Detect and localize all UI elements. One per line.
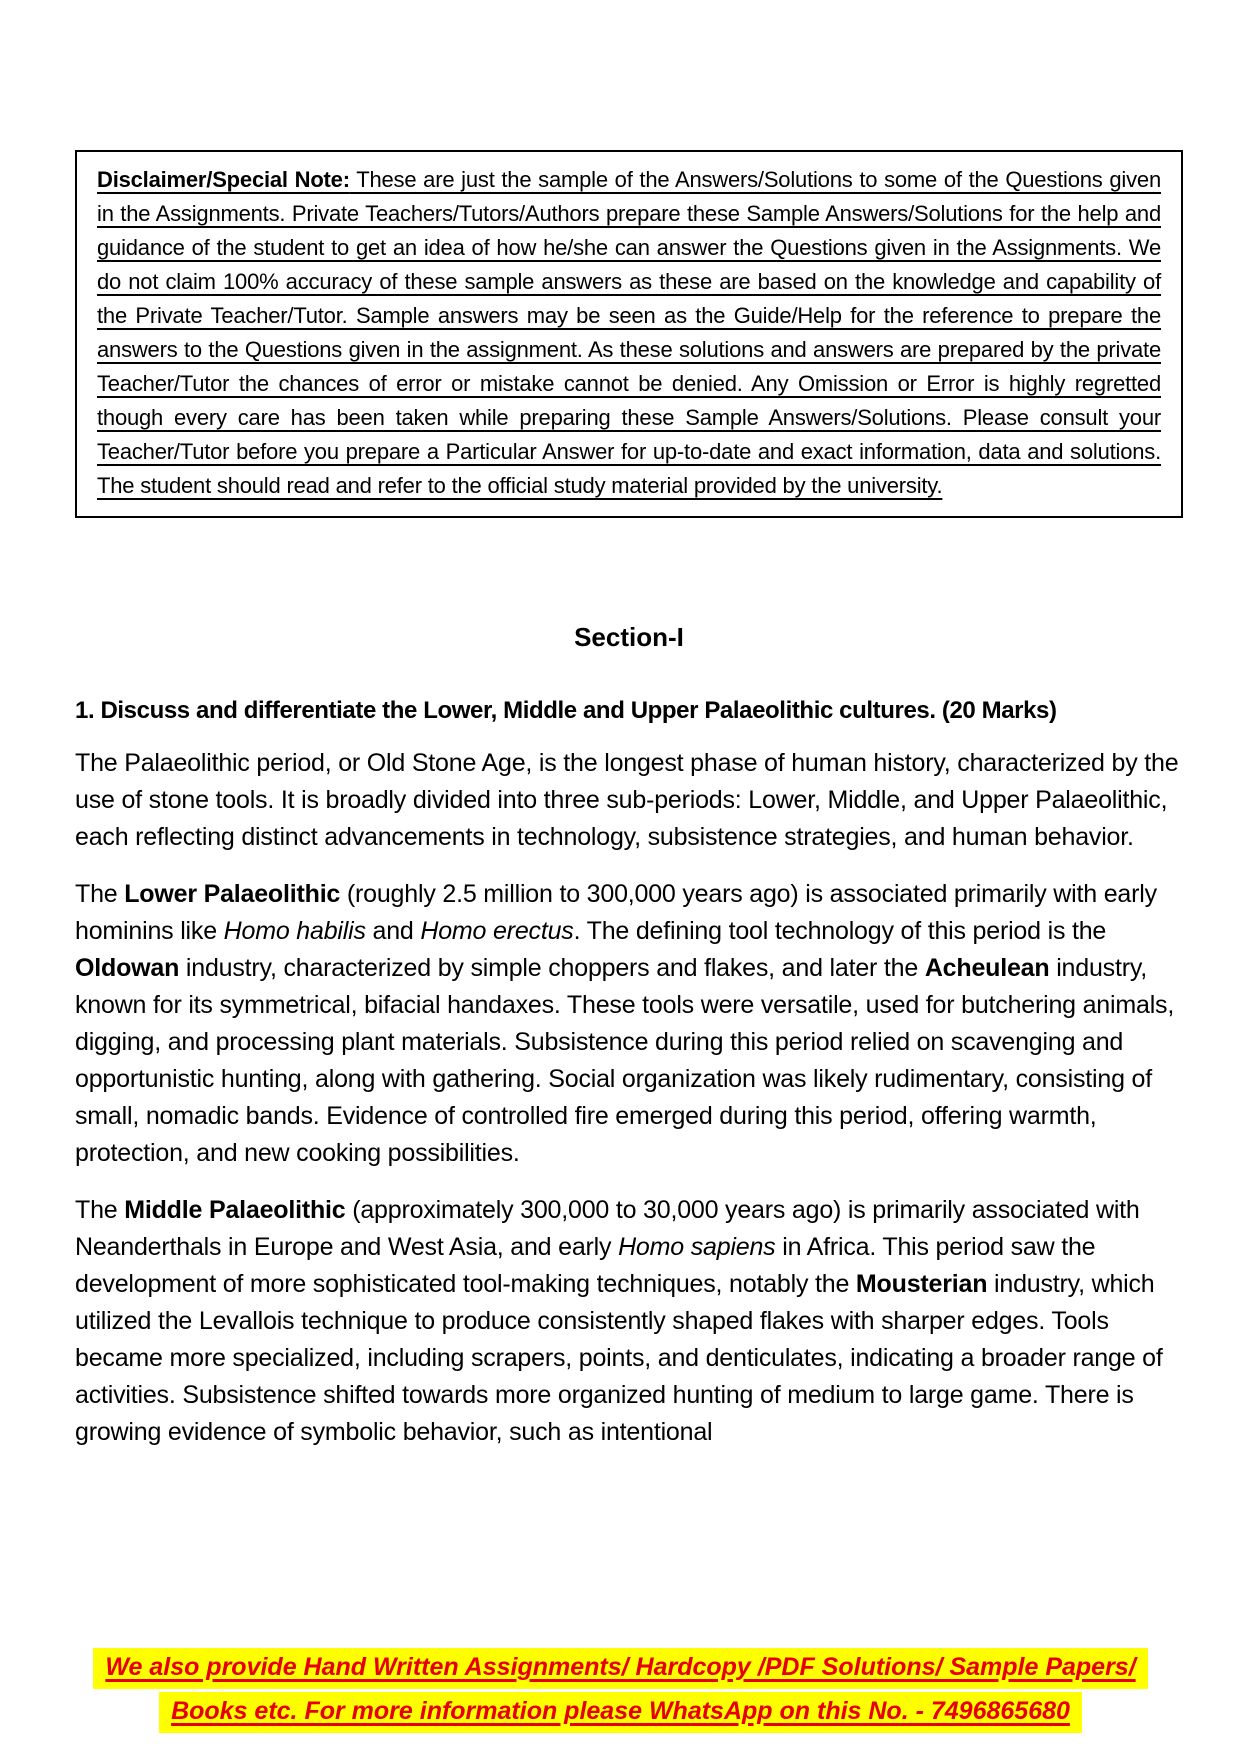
section-heading: Section-I: [574, 622, 684, 652]
disclaimer-label: Disclaimer/Special Note:: [97, 167, 350, 192]
text-run: Oldowan: [75, 954, 180, 982]
disclaimer-body-text: These are just the sample of the Answers/Solutions to some of the Questions given in the Assignments. Private Teachers/Tutors/Authors prepare these Sample Answers/Solutions for the help and guidance of the student to get an idea of how he/she can answer the Questions given in the Assignments. We do not claim 100% accuracy of these sample answers as these are based on the knowledge and capability of the Private Teacher/Tutor. Sample answers may be seen as the Guide/Help for the reference to prepare the answers to the Questions given in the assignment. As these solutions and answers are prepared by the private Teacher/Tutor the chances of error or mistake cannot be denied. Any Omission or Error is highly regretted though every care has been taken while preparing these Sample Answers/Solutions. Please consult your Teacher/Tutor before you prepare a Particular Answer for up-to-date and exact information, data and solutions. The student should read and refer to the official study material provided by the university.: [97, 167, 1161, 498]
text-run: . The defining tool technology of this period is the: [573, 917, 1107, 945]
text-run: Homo habilis: [223, 917, 366, 945]
text-run: Acheulean: [924, 954, 1050, 982]
answer-paragraph: [75, 745, 1183, 856]
text-run: Homo erectus: [420, 917, 574, 945]
answer-paragraph: [75, 1192, 1183, 1451]
answer-paragraph: [75, 876, 1183, 1172]
promo-footer: [0, 1645, 1241, 1733]
text-run: The Palaeolithic period, or Old Stone Age, is the longest phase of human history, characterized by the use of stone tools. It is broadly divided into three sub-periods: Lower, Middle, and Upper Palaeolithic, each reflecting distinct advancements in technology, subsistence strategies, and human behavior.: [75, 749, 1179, 851]
text-run: industry, characterized by simple choppers and flakes, and later the: [179, 954, 925, 982]
promo-footer-row: [0, 1689, 1241, 1733]
promo-footer-line1: We also provide Hand Written Assignments/ Hardcopy /PDF Solutions/ Sample Papers/: [93, 1648, 1147, 1689]
text-run: Mousterian: [855, 1270, 988, 1298]
text-run: The: [75, 1196, 125, 1224]
text-run: industry, known for its symmetrical, bifacial handaxes. These tools were versatile, used for butchering animals, digging, and processing plant materials. Subsistence during this period relied on scavenging and opportunistic hunting, along with gathering. Social organization was likely rudimentary, consisting of small, nomadic bands. Evidence of controlled fire emerged during this period, offering warmth, protection, and new cooking possibilities.: [75, 954, 1175, 1167]
disclaimer-paragraph: [97, 163, 1161, 503]
text-run: and: [365, 917, 421, 945]
text-run: industry, which utilized the Levallois technique to produce consistently shaped flakes with sharper edges. Tools became more specialized, including scrapers, points, and denticulates, indicating a broader range of activities. Subsistence shifted towards more organized hunting of medium to large game. There is growing evidence of symbolic behavior, such as intentional: [75, 1270, 1163, 1446]
text-run: (roughly 2.5 million to 300,000 years ago) is associated primarily with early hominins like: [75, 880, 1157, 945]
text-run: The: [75, 880, 125, 908]
disclaimer-box: [75, 150, 1183, 518]
promo-footer-row: [0, 1645, 1241, 1689]
promo-footer-line2: Books etc. For more information please WhatsApp on this No. - 7496865680: [159, 1692, 1082, 1733]
answer-paragraphs: [75, 745, 1183, 1451]
text-run: (approximately 300,000 to 30,000 years ago) is primarily associated with Neanderthals in Europe and West Asia, and early: [75, 1196, 1140, 1261]
text-run: Lower Palaeolithic: [124, 880, 341, 908]
question-heading: 1. Discuss and differentiate the Lower, Middle and Upper Palaeolithic cultures. (20 Marks): [75, 697, 1057, 724]
text-run: Middle Palaeolithic: [124, 1196, 346, 1224]
text-run: in Africa. This period saw the development of more sophisticated tool-making techniques, notably the: [75, 1233, 1096, 1298]
text-run: Homo sapiens: [618, 1233, 776, 1261]
